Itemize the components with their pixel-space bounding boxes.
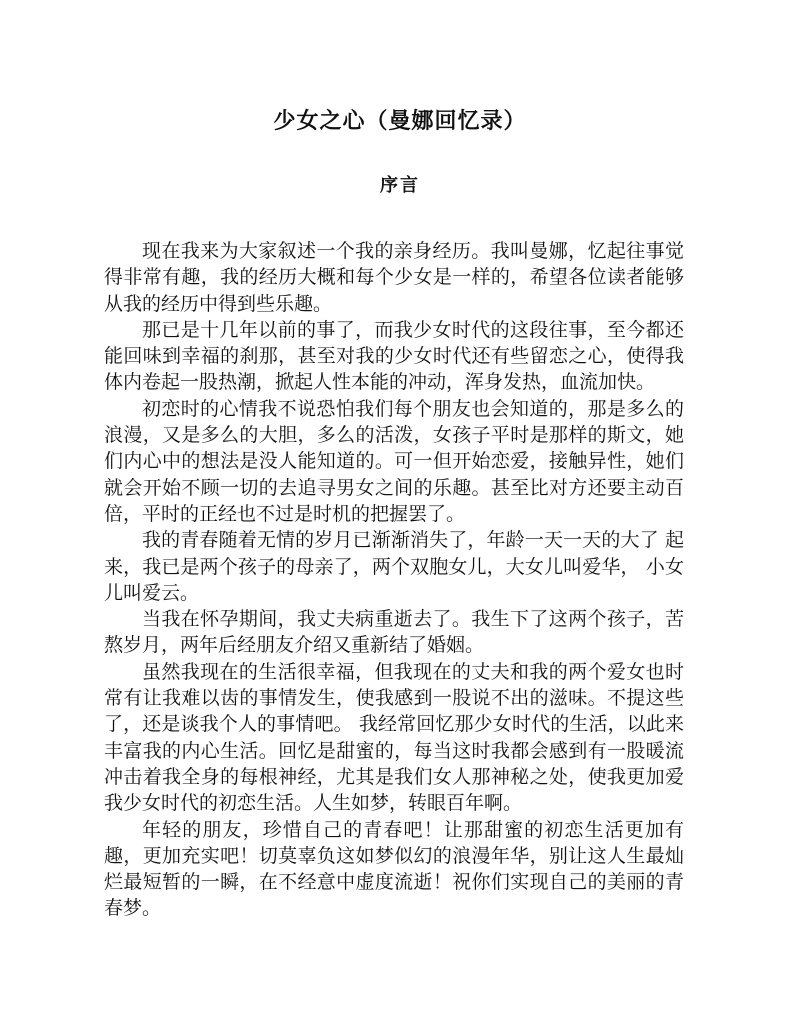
document-title: 少女之心（曼娜回忆录） (273, 108, 527, 134)
paragraph: 现在我来为大家叙述一个我的亲身经历。我叫曼娜，忆起往事觉得非常有趣，我的经历大概和每个少女是一样的，希望各位读者能够从我的经历中得到些乐趣。 (104, 240, 684, 315)
paragraph: 初恋时的心情我不说恐怕我们每个朋友也会知道的，那是多么的浪漫，又是多么的大胆，多么的活泼，女孩子平时是那样的斯文，她们内心中的想法是没人能知道的。可一但开始恋爱，接触异性，她们就会开始不顾一切的去追寻男女之间的乐趣。甚至比对方还要主动百倍，平时的正经也不过是时机的把握罢了。 (104, 397, 684, 525)
paragraph: 当我在怀孕期间，我丈夫病重逝去了。我生下了这两个孩子，苦熬岁月，两年后经朋友介绍又重新结了婚姻。 (104, 608, 684, 657)
paragraph: 虽然我现在的生活很幸福，但我现在的丈夫和我的两个爱女也时常有让我难以齿的事情发生，使我感到一股说不出的滋味。不提这些了，还是谈我个人的事情吧。 我经常回忆那少女时代的生活，以此来丰富我的内心生活。回忆是甜蜜的，每当这时我都会感到有一股暖流冲击着我全身的每根神经，尤其是我们女人那神秘之处，使我更加爱我少女时代的初恋生活。人生如梦，转眼百年啊。 (104, 660, 684, 815)
paragraph: 那已是十几年以前的事了，而我少女时代的这段往事，至今都还能回味到幸福的刹那，甚至对我的少女时代还有些留恋之心，使得我体内卷起一股热潮，掀起人性本能的冲动，浑身发热，血流加快。 (104, 318, 684, 394)
section-heading: 序言 (380, 175, 420, 196)
document-body (104, 238, 684, 922)
paragraph: 我的青春随着无情的岁月已渐渐消失了，年龄一天一天的大了 起来，我已是两个孩子的母亲了，两个双胞女儿，大女儿叫爱华， 小女儿叫爱云。 (104, 529, 684, 604)
paragraph: 年轻的朋友，珍惜自己的青春吧！让那甜蜜的初恋生活更加有趣，更加充实吧！切莫辜负这如梦似幻的浪漫年华，别让这人生最灿烂最短暂的一瞬，在不经意中虚度流逝！祝你们实现自己的美丽的青春梦。 (104, 818, 684, 920)
